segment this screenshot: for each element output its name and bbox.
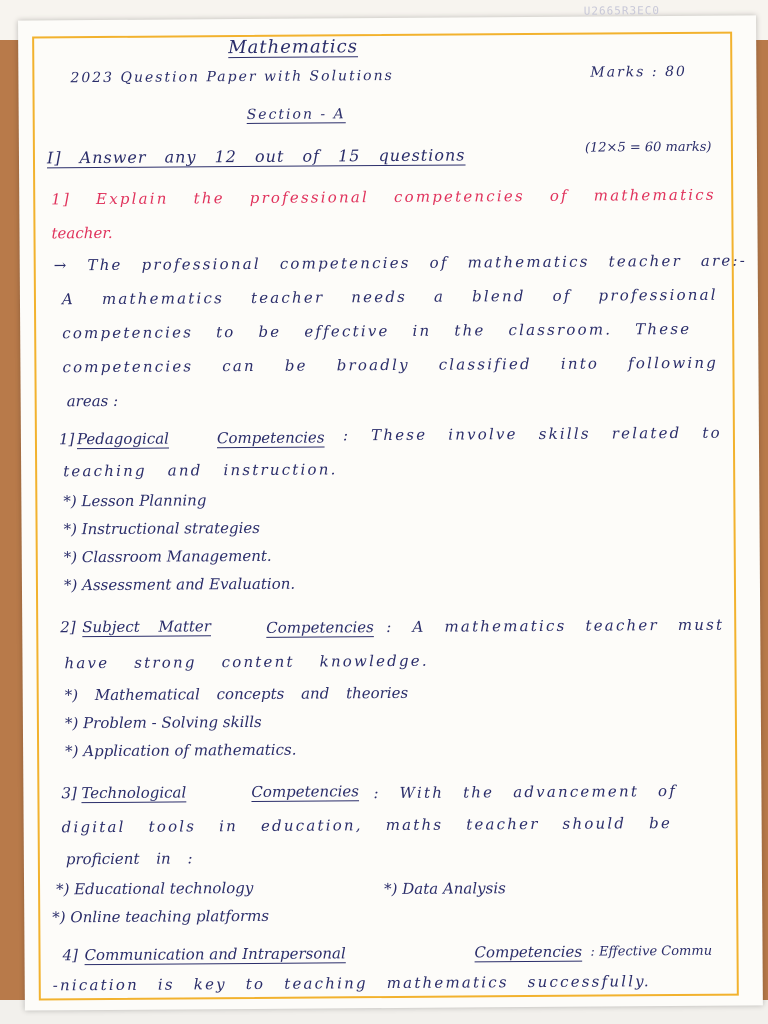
section-1-item: *) Instructional strategies: [63, 518, 261, 539]
section-2-heading-2: Competencies: [266, 618, 374, 637]
section-3-item: *) Data Analysis: [384, 879, 506, 899]
section-3-item: *) Online teaching platforms: [52, 906, 270, 927]
answer-sheet: [18, 4, 763, 1010]
section-3-number: 3]: [61, 784, 77, 803]
section-4-heading-2: Competencies: [474, 942, 583, 962]
section-3-description: : With the advancement of: [373, 781, 678, 803]
section-1-number: 1]: [58, 430, 75, 449]
section-1-item: *) Classroom Management.: [63, 546, 272, 567]
scan-id-stamp: U2665R3EC0: [583, 4, 661, 18]
answer-paragraph-line-4: areas :: [66, 391, 119, 411]
section-3-heading-2: Competencies: [251, 782, 360, 801]
section-2-heading: Subject Matter: [82, 617, 211, 637]
section-2-item: *) Application of mathematics.: [65, 740, 297, 761]
section-2-description: : A mathematics teacher must: [386, 615, 725, 637]
section-1-item: *) Assessment and Evaluation.: [63, 574, 296, 595]
section-4-line-2: -nication is key to teaching mathematics successfully.: [52, 972, 651, 995]
answer-paragraph-line-2: competencies to be effective in the classroom. These: [62, 319, 692, 343]
section-1-heading: Pedagogical: [76, 429, 170, 449]
section-1-description: : These involve skills related to: [342, 423, 722, 445]
section-1-item: *) Lesson Planning: [63, 491, 207, 511]
question-line-1: 1] Explain the professional competencies of mathematics: [51, 185, 716, 209]
section-4-description: : Effective Commu: [590, 943, 713, 960]
section-3-line-3: proficient in :: [65, 849, 193, 869]
section-2-line-2: have strong content knowledge.: [64, 651, 429, 673]
section-1-heading-2: Competencies: [216, 428, 325, 448]
section-2-number: 2]: [60, 618, 76, 637]
section-2-item: *) Problem - Solving skills: [64, 712, 262, 733]
instruction-marks: (12×5 = 60 marks): [584, 139, 712, 156]
answer-paragraph-line-1: A mathematics teacher needs a blend of professional: [61, 285, 718, 309]
page-title: Mathematics: [228, 36, 359, 59]
paper-title: 2023 Question Paper with Solutions: [70, 67, 394, 87]
section-1-line-2: teaching and instruction.: [63, 460, 338, 481]
question-line-2: teacher.: [51, 223, 113, 243]
section-3-heading: Technological: [81, 783, 187, 803]
instruction-text: I] Answer any 12 out of 15 questions: [46, 145, 466, 168]
section-2-item: *) Mathematical concepts and theories: [64, 683, 409, 705]
section-3-line-2: digital tools in education, maths teacher should be: [61, 814, 673, 837]
answer-intro: → The professional competencies of mathematics teacher are:-: [53, 251, 748, 275]
section-title: Section - A: [246, 106, 346, 123]
marks-total: Marks : 80: [590, 63, 687, 81]
section-3-item: *) Educational technology: [56, 878, 254, 899]
section-4-heading: Communication and Intrapersonal: [84, 944, 346, 965]
answer-paragraph-line-3: competencies can be broadly classified into following: [62, 353, 719, 377]
section-4-number: 4]: [62, 946, 79, 965]
